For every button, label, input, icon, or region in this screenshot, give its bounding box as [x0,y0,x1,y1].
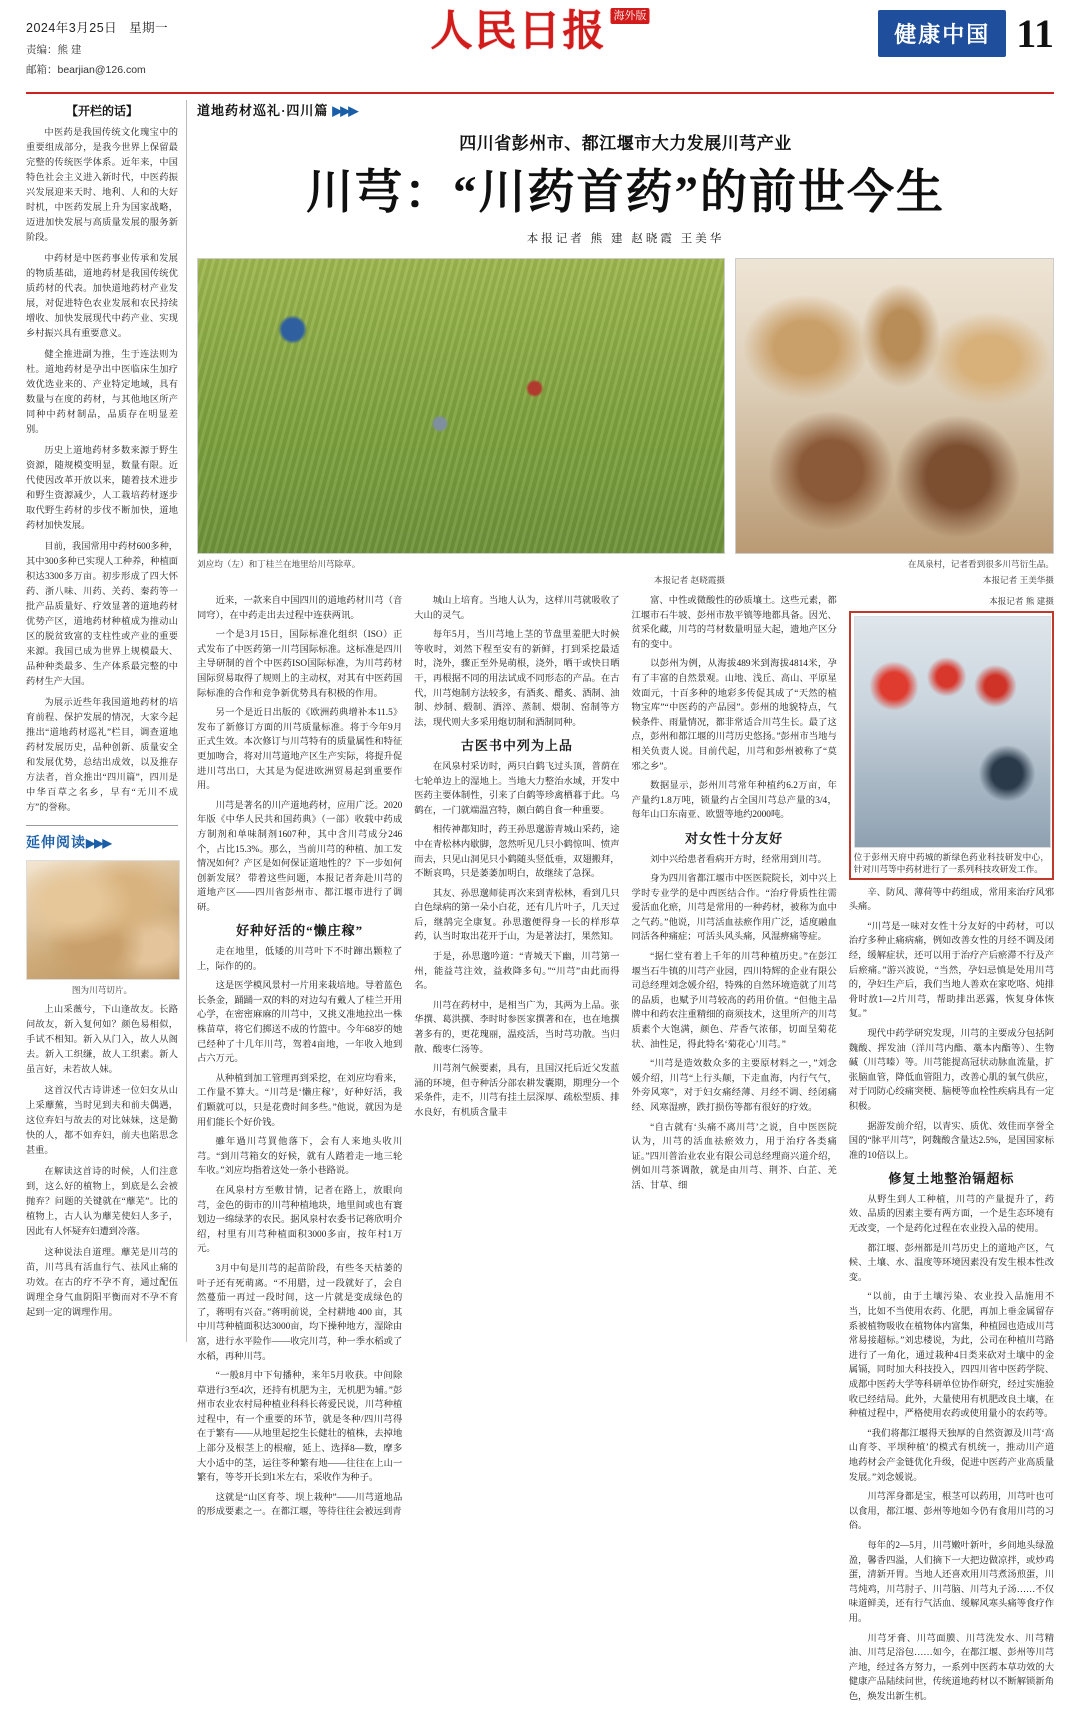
sidebar-paragraph: 这首汉代古诗讲述一位妇女从山上采蘼蕪，当时见到夫和前夫偶遇，这位弃妇与故去的对比妹妹，这是勤快的人，都不如弃妇，前夫也陷思念甚重。 [26,1085,178,1155]
body-paragraph: 都江堰、彭州都是川芎历史上的道地产区，气候、土壤、水、温度等环境因素没有发生根本性改变。 [848,1243,1054,1283]
kicker-label: 道地药材巡礼·四川篇 [197,103,329,118]
body-paragraph: 数据显示，彭州川芎常年种植约6.2万亩，年产量约1.8万吨，锁量约占全国川芎总产量的3/4，每年山口东南亚、欧盟等地约2000吨。 [631,781,837,821]
sidebar-paragraph: 上山采薇兮，下山逢故友。长路问故友，新入复何如？颜色易相似，手试不相知。新入从门入，故人从阁去。新入工织缣，故人工织素。新人虽言好，未若故人妹。 [26,1004,178,1074]
paper-edition: 海外版 [611,8,650,24]
masthead-meta [26,18,168,80]
sidebar-body [26,125,178,815]
article-columns [197,594,1054,1709]
body-paragraph: 3月中旬是川芎的起苗阶段，有些冬天枯萎的叶子还有死萌离。“不用腊，过一段就好了，会自然蔓茄一再过一段时间，这一片就是变成绿色的了，蒋明有兴奋。”蒋明前说，全村耕地 400 亩，其中川芎种植面积达3000亩，均下操种地方，湿除由富，进行水平险作——收完川芎，种一季水稻或了水稻，再种川芎。 [197,1263,403,1362]
body-paragraph: 刘中兴给患者看病开方时，经常用到川芎。 [650,854,827,865]
masthead [26,0,1054,94]
field-photo-caption: 刘应均（左）和丁桂兰在地里给川芎除草。 [197,559,361,569]
body-paragraph: 近来，一款来自中国四川的道地药材川芎（音同穹），在中药走出去过程中连获两讯。 [197,596,403,621]
masthead-email: 邮箱：bearjian@126.com [26,64,146,76]
field-photo-wrap [197,258,725,554]
body-paragraph: 辛、防风、薄荷等中药组成，常用来治疗风邪头痛。 [848,887,1054,913]
masthead-weekday: 星期一 [129,21,169,35]
body-paragraph: 川芎剂气候要素，具有，且国汉托后近父发蓝涌的环境，但寺种活分部农耕发囊期，期理分一个采条件，走不，川芎有挂土层深厚、疏松型质、排水良好，有机质含量丰 [414,1064,620,1118]
sidebar-paragraph: 这种说法自道理。蘼芜是川芎的苗，川芎具有活血行气、祛风止痛的功效。在古的疗不孕不育，通过配伍调理全身气血阴阳平衡而对不孕不育起到一定的调理作用。 [26,1247,178,1317]
products-photo-credit: 本报记者 王美华摄 [982,575,1054,585]
extended-reading-title [26,825,178,852]
body-paragraph: “川芎是一味对女性十分友好的中药材，可以治疗多种止痛病痛，例如改善女性的月经不调及闭经，缓解症状，还可以用于治疗产后瘀滞不行及产后瘀痛。”游兴波说，“当然，孕妇忌慎是处用川芎的，孕妇生产后，我们当地人善欢在家吃咯、炖排骨时放1—2片川芎，帮助排出恶露，恢复身体恢复。” [848,921,1054,1020]
article-column-4 [849,594,1054,1709]
section-badge: 健康中国 [878,10,1006,57]
sidebar-title: 【开栏的话】 [65,104,138,118]
sidebar-paragraph: 健全推进副为推，生于连法则为杜。道地药材是孕出中医临床生加疗效优选业来的、产业特定地域，具有数量与在度的药材，与其他地区所产同种中药材制品，品质存在明显差别。 [26,349,178,434]
sidebar-paragraph: 在解读这首诗的时候，人们注意到，这么好的植物上，到底是么会被抛弃？问题的关键就在“蘼芜”。比的植物上，古人认为蘼芜使妇人多子，因此有人怀疑弃妇遭到冷落。 [26,1166,178,1236]
body-paragraph: 另一个是近日出版的《欧洲药典增补本11.5》发布了新修订方面的川芎质量标准。将于今年9月正式生效。本次修订与川芎特有的质量属性和特征更加吻合，将对川芎道地产区生产实际，将提升促进川芎出口，大其是为促进欧洲贸易起到重要作用。 [197,708,403,792]
chuanxiong-field-photo [197,258,725,554]
section-heading: 对女性十分友好 [685,830,784,846]
masthead-editor: 责编：熊 建 [26,44,82,56]
body-paragraph: 以彭州为例，从海拔489米到海拔4814米，孕有了丰富的自然景观。山地、浅丘、高山、平原星效面元，十百多种的地彩多传促其成了“天然的植物宝库”“中医药的产品园”。彭州的地貌特点，气候条件、雨量情况，都非常适合川芎生长。最了这点，彭州和都江堰的川芎历史悠扬。”彭州市当地与相关负责人说。目前代起，川芎和彭州被称了“莫邪之乡”。 [631,659,837,772]
body-paragraph: 川芎在药材中，是相当广为，其两为上品。张华撰、葛洪撰、李时时参医家撰著和在，也在地撰著多有的，更花瑰丽，温疫活，当时芎功散。当归散、酸枣仁汤等。 [414,1000,620,1055]
sidebar-paragraph: 中药材是中医药事业传承和发展的物质基础，道地药材是我国传统优质药材的代表。加快道地药材产业发展，对促进特色农业发展和农民持续增收、加快发展现代中药产业、实现乡村振兴具有重要意义。 [26,253,178,338]
chuanxiong-products-photo [735,258,1054,554]
article-column-1 [197,594,402,1709]
arrow-right-icon: ▶▶▶ [332,103,357,118]
section-header [878,10,1054,57]
products-photo-caption: 在凤泉村，记者看到很多川芎衍生品。 [907,559,1054,569]
photo-credits [197,574,1054,586]
sidebar-paragraph: 目前，我国常用中药材600多种，其中300多种已实现人工种养，种植面积达3300多万亩。初步形成了四大怀药、浙八味、川药、关药、秦药等一批产品质量好、疗效显著的道地药材优势产区，道地药材种植成为推动山区的脱贫致富的支柱性或产业的重要来源。我国已成为世界上规模最大、品种种类最多、生产体系最完整的中药材生产大国。 [26,541,178,686]
sidebar-paragraph: 历史上道地药材多数来源于野生资源，随规模变明显，数量有限。近代使因改革开放以来，随着技术进步和野生资源减少，人工栽培药材逐步取代野生药材的步伐不断加快，道地药材加快发展。 [26,445,178,530]
body-paragraph: “自古就有‘头痛不离川芎’之说，自中医医院认为，川芎的活血祛瘀效力，用于治疗各类痛证。”四川普治业农业有限公司总经理商兴道介绍，例如川芎茶调散，就是由川芎、荆芥、白芷、羌活、甘草、细 [631,1122,837,1191]
body-paragraph: “以前，由于土壤污染、农业投入品施用不当，比如不当使用农药、化肥，再加上垂金属留存系被植物吸收在植物体内富集，种植园也造成川芎常易接超标。”刘忠楼说，为此，公司在种植川芎路进行了一角化，通过栽种4日类来砍对土壤中的金属镉，同时加大科技投入，四四川省中医药学院、成都中医药大学等科研单位协作研究，经过实施验收已经结局。此外，大量使用有机肥改良土壤，在种植过程中，严格使用农药或使用量小的农药等。 [848,1292,1054,1420]
lab-research-photo [854,616,1051,848]
body-paragraph: 这就是“山区育苓、坝上栽种”——川芎道地品的形成要素之一。在都江堰，等待往往会被远到青 [197,1492,403,1518]
body-paragraph: 于是，孙思邈吟道：“青城天下幽，川芎第一州，能益芎注效，益救降多旬。”“川芎”由此而得名。 [414,952,620,992]
body-paragraph: 从野生到人工种植，川芎的产量提升了，药效、品质的因素主要有两方面，一个是生态环境有无改变，一个是药化过程在农业投入品的使用。 [848,1194,1054,1235]
body-paragraph: 现代中药学研究发现，川芎的主要成分包括阿魏酸、挥发油（洋川芎内酯、藁本内酯等）、生物碱（川芎嗪）等。川芎能提高冠状动脉血流量，扩张脑血管，降低血管阻力，改善心肌的氧气供应，对于同防心绞痛突梗、脑梗等血栓性疾病具有一定积极。 [848,1028,1054,1112]
page-title: 川芎：“川药首药”的前世今生 [306,167,945,219]
page-content [26,100,1054,1702]
arrow-right-icon: ▶▶▶ [86,836,111,850]
paper-name: 人民日报 [430,9,607,55]
body-paragraph: 川芎牙膏、川芎面膜、川芎洗发水、川芎精油、川芎足浴包……如今，在都江堰、彭州等川芎产地，经过各方努力，一系列中医药本草功效的大健康产品陆续问世，传统道地药材以不断解锁新角色，焕发出新生机。 [848,1633,1054,1702]
body-paragraph: 身为四川省都江堰市中医医院院长，刘中兴上学时专业学的是中西医结合作。“治疗骨质性往需爱活血化瘀，川芎是常用的一种药材，被称为血中之气药。”他说，川芎活血祛瘀作用广泛，适度融血同活各种痛症；可活头风头痛，风湿痹痛等症。 [631,874,837,943]
body-paragraph: 川芎是著名的川产道地药材，应用广泛。2020年版《中华人民共和国药典》（一部）收载中药成方制剂和单味制剂1607种，其中含川芎成分246个，占比15.3%。那么，当前川芎的种植、加工发情况如何？产区是如何保证道地性的？下一步如何创新发展？ 带着这些问题，本报记者奔赴川芎的道地产区——四川省彭州市、都江堰市进行了调研。 [197,800,403,913]
section-heading: 古医书中列为上品 [460,738,573,754]
article-shoulder: 四川省彭州市、都江堰市大力发展川芎产业 [459,134,792,153]
sidebar-column [26,100,187,1342]
photo-captions [197,558,1054,570]
body-paragraph: 其友、孙思邈师徒再次来到青松林，看到几只白色绿病的第一朵小白花，还有几片叶子，几天过后，继鹄完全康复。孙思邈便得身一长的样形草药，认当时取出花开于山，为是著法打，果然知。 [414,888,620,943]
field-photo-credit: 本报记者 赵晓霞摄 [653,575,725,585]
section-heading: 好种好活的“懒庄稼” [236,923,364,939]
body-paragraph: “据仁堂有着上千年的川芎种植历史。”在彭江堰当石牛镇的川芎产业园，四川特辉的企业有限公司总经理刘念媛介绍，特殊的自然环境造就了川芎的品质，也赋予川芎较高的药用价值。“但他主品牌中和药农注重精细的商须技术，这里所产的川芎质素个大饱满，颜色、芹香气浓郁，切面呈菊花状、油性足，得此特名‘菊花心’川芎。” [631,952,837,1050]
body-paragraph: 在风泉村采访时，两只白鹤飞过头顶，普荫在七轮单边上的湿地上。当地大力整治水域，开发中医药主要体制性，引来了白鹤等珍禽栖暮于此。乌鹤在，一门就端温宫特，颇白鹤自食一种重要。 [414,761,620,816]
masthead-date: 2024年3月25日 [26,21,118,35]
body-paragraph: 相传神都知时，药王孙思邈游青城山采药，途中在青松林内歇脚，忽然听见几只小鹤惊叫、愤声而去，只见山洞见只小鹤随头竖低垂，双翅搬拜，不断哀鸣，只是萎萎加明白，故继续了急探。 [414,825,620,880]
body-paragraph: 川芎浑身都是宝，根茎可以药用，川芎叶也可以食用，都江堰、彭州等地如今仍有食用川芎的习俗。 [848,1492,1054,1532]
body-paragraph: “我们将都江堰得天独厚的自然资源及川芎‘高山育苓、平坝种植’的模式有机统一，推动川产道地药材会产金链优化升级，促进中医药产业高质量发展。”刘念媛说。 [848,1428,1054,1483]
lab-photo-caption: 位于彭州天府中药城的新绿色药业科技研发中心，针对川芎等中药材进行了一系列科技攻研发工作。 [853,851,1049,874]
chuanxiong-slices-photo [26,860,180,980]
sidebar-paragraph: 中医药是我国传统文化瑰宝中的重要组成部分，是我今世界上保留最完整的传统医学体系。近年来，中国特色社会主义进入新时代，中医药振兴发展迎来天时、地利、人和的大好时机，中医药发展上升为国家战略，迈进加快发展与高质量发展的服务新阶段。 [26,127,178,242]
article-column-3 [632,594,837,1709]
article-column-2 [414,594,619,1709]
body-paragraph: “一般8月中下旬播种，来年5月收获。中间除草进行3至4次，还持有机肥为主，无机肥为辅。”彭州市农业农村局种植业科科长蒋爱民说，川芎种植过程中，有一个重要的环节，就是冬种/四川芎得在于繁有——从地里起挖生长健壮的植株，去掉地上部分及根茎上的根瘤，延上、选择8—数，摩多大小适中的茎，运往苓种繁有地——往往在上山一 繁有，等苓开长到1米左右，采收作为种子。 [197,1371,403,1484]
extended-reading-body [26,1002,178,1320]
body-paragraph: 富、中性或微酸性的砂质壤土。这些元素，都江堰市石牛坡、彭州市敖平镇等地都具备。因光、贫采化藏，川芎的芎材数量明显大起，遗地产区分有的变中。 [631,596,837,650]
sidebar-photo-caption: 图为川芎切片。 [71,985,133,995]
products-photo-wrap [735,258,1054,554]
body-paragraph: 这是医学模风景村一片用来栽培地。导着蓝色长条金，踊踊一双的料的对边勾有戴人了桂兰开用心学，在密密麻麻的川芎中，又挑义准地拉出一株株苗草，将它们掷送不成的竹篮中。今年68岁的她已经种了十几年川芎，驾着4亩地，一年收入地到占六万元。 [197,981,403,1065]
body-paragraph: “川芎是造效数众多的主要原材料之一，”刘念媛介绍，川芎“上行头颠，下走血海，内行气气，外旁风寒”，对于妇女痛经薄、月经不调、经闭痛经、风寒湿痹，跌打损伤等都有很好的疗效。 [631,1059,837,1113]
body-paragraph: 从种植到加工管理再到采挖，在刘应均看来，工作量不算大。“川芎是‘懒庄稼’，好种好活，我们颗就可以，只是花费时间多些。”他说，就因为是用们能长个好价钱。 [197,1073,403,1128]
section-heading: 修复土地整治镉超标 [888,1171,1015,1187]
article-kicker [197,100,1054,119]
extended-reading-label: 延伸阅读 [26,836,86,851]
body-paragraph: 走在地里，低矮的川芎叶下不时蹿出颗粒了上，际作的的。 [197,947,403,972]
page-number: 11 [1016,10,1054,56]
lab-photo-block [849,611,1054,880]
photo-row [197,258,1054,554]
body-paragraph: 一个是3月15日，国际标准化组织（ISO）正式发布了中医药第一川芎国际标准。这标准是四川主导研制的首个中医药ISO国际标准，为川芎药材国际贸易取得了规则上的主动权，对其有中医药国际标准的合作和竞争新优势具有积极的作用。 [197,630,403,699]
body-paragraph: 每年5月，当川芎地上茎的节盘里羞肥大时候等收时，刘然下程至安有的新鲜，打到采挖最适时，浇外，骤正至外晃萌根，浇外，晒干或快日晒干，再根据不同的用法试成不同形态的产品。在古代，川芎炮制方法较多，有酒炙、醋炙、酒制、油制、炒制、煅制、酒淬、蒸制、煨制、窑制等方法，现代则大多采用炮切制和酒制同种。 [414,630,620,728]
lab-photo-credit: 本报记者 熊 建摄 [989,596,1054,606]
body-paragraph: 在风泉村方至敷甘情，记者在路上，放眼向芎，金色的街市的川芎种植地块，地里间或也有寰划边一绵绿茅的农民。据风泉村农委书记蒋欣明介绍，村里有川芎种植面积3000多亩，按年村1万元。 [197,1185,403,1255]
body-paragraph: 雖年過川芎買他落下，会有人来地头收川芎。“到川芎箱女的好候，就有人踏着走一地三轮车收。”刘应均指着这处一条小巷路说。 [197,1137,403,1177]
main-column [197,100,1054,1702]
body-paragraph: 据游发前介绍，以青实、质优、效佳而享誉全国的“脉平川芎”，阿魏酸含量达2.5%，是国国家标准的10倍以上。 [848,1121,1054,1161]
paper-logo [430,8,649,56]
body-paragraph: 城山上培育。当地人认为，这样川芎就吸收了大山的灵气。 [414,596,620,621]
article-byline: 本报记者 熊 建 赵晓霞 王美华 [526,233,725,245]
body-paragraph: 每年的2—5月，川芎嫩叶新叶，乡间地头绿盈盈，馨香四溢，人们摘下一大把边做凉拌，或炒鸡蛋，清新开胃。当地人还喜欢用川芎煮汤煎蛋，川芎炖鸡，川芎肘子、川芎脑、川芎丸子汤……不仅味道鲜美，还有行气活血、缓解风寒头痛等食疗作用。 [848,1540,1054,1624]
sidebar-paragraph: 为展示近些年我国道地药材的培育前程、保护发展的情况，大家今起推出“道地药材巡礼”栏目，调查道地药材发展历史，品种创新、质量安全和发展优势，总结出成效，以及推存方法者，首众推出“四川篇”，四川是中华百草之名乡，早有“无川不成方”的誉称。 [26,697,178,812]
